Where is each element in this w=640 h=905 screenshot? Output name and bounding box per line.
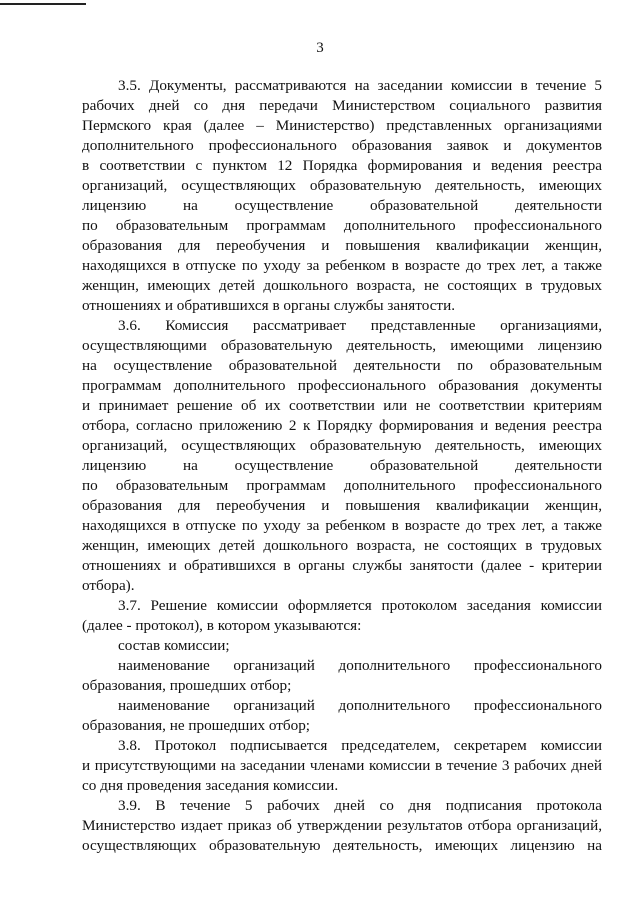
paragraph-3-7	[82, 596, 602, 736]
text-line: осуществляющих образовательную деятельность, имеющих лицензию на	[82, 837, 602, 854]
text-line: наименование организаций дополнительного профессионального	[118, 697, 602, 714]
text-line: находящихся в отпуске по уходу за ребенком в возрасте до трех лет, а также	[82, 257, 602, 274]
text-line: и принимает решение об их соответствии или не соответствии критериям	[82, 397, 602, 414]
text-line: Министерство издает приказ об утверждении результатов отбора организаций,	[82, 817, 602, 834]
text-line: женщин, имеющих детей дошкольного возраста, не состоящих в трудовых	[82, 277, 602, 294]
text-line: наименование организаций дополнительного профессионального	[118, 657, 602, 674]
top-edge-rule	[0, 3, 86, 5]
text-line: отношениях и обратившихся в органы службы занятости.	[82, 297, 455, 314]
text-line: 3.9. В течение 5 рабочих дней со дня подписания протокола	[118, 797, 602, 814]
paragraph-3-5	[82, 76, 602, 316]
text-line: рабочих дней со дня передачи Министерством социального развития	[82, 97, 602, 114]
text-line: лицензию на осуществление образовательной деятельности	[82, 457, 602, 474]
document-body	[82, 76, 602, 856]
text-line: в соответствии с пунктом 12 Порядка формирования и ведения реестра	[82, 157, 602, 174]
text-line: на осуществление образовательной деятельности по образовательным	[82, 357, 602, 374]
text-line: организаций, осуществляющих образовательную деятельность, имеющих	[82, 177, 602, 194]
paragraph-3-6	[82, 316, 602, 596]
text-line: и присутствующими на заседании членами комиссии в течение 3 рабочих дней	[82, 757, 602, 774]
page-number: 3	[316, 40, 324, 56]
text-line: (далее - протокол), в котором указываются:	[82, 617, 362, 634]
text-line: образования для переобучения и повышения квалификации женщин,	[82, 237, 602, 254]
text-line: Пермского края (далее – Министерство) представленных организациями	[82, 117, 602, 134]
text-line: со дня проведения заседания комиссии.	[82, 777, 339, 794]
text-line: образования для переобучения и повышения квалификации женщин,	[82, 497, 602, 514]
text-line: 3.8. Протокол подписывается председателем, секретарем комиссии	[118, 737, 602, 754]
text-line: состав комиссии;	[118, 637, 230, 654]
text-line: 3.6. Комиссия рассматривает представленные организациями,	[118, 317, 602, 334]
text-line: 3.7. Решение комиссии оформляется протоколом заседания комиссии	[118, 597, 602, 614]
text-line: образования, прошедших отбор;	[82, 677, 292, 694]
paragraph-3-8	[82, 736, 602, 796]
paragraph-3-9	[82, 796, 602, 856]
text-line: образования, не прошедших отбор;	[82, 717, 311, 734]
text-line: отбора).	[82, 577, 135, 594]
text-line: осуществляющими образовательную деятельность, имеющими лицензию	[82, 337, 602, 354]
text-line: лицензию на осуществление образовательной деятельности	[82, 197, 602, 214]
text-line: отбора, согласно приложению 2 к Порядку формирования и ведения реестра	[82, 417, 602, 434]
text-line: женщин, имеющих детей дошкольного возраста, не состоящих в трудовых	[82, 537, 602, 554]
text-line: отношениях и обратившихся в органы службы занятости (далее - критерии	[82, 557, 602, 574]
text-line: по образовательным программам дополнительного профессионального	[82, 477, 602, 494]
text-line: дополнительного профессионального образования заявок и документов	[82, 137, 602, 154]
text-line: программам дополнительного профессионального образования документы	[82, 377, 602, 394]
text-line: 3.5. Документы, рассматриваются на заседании комиссии в течение 5	[118, 77, 602, 94]
text-line: организаций, осуществляющих образовательную деятельность, имеющих	[82, 437, 602, 454]
text-line: по образовательным программам дополнительного профессионального	[82, 217, 602, 234]
text-line: находящихся в отпуске по уходу за ребенком в возрасте до трех лет, а также	[82, 517, 602, 534]
